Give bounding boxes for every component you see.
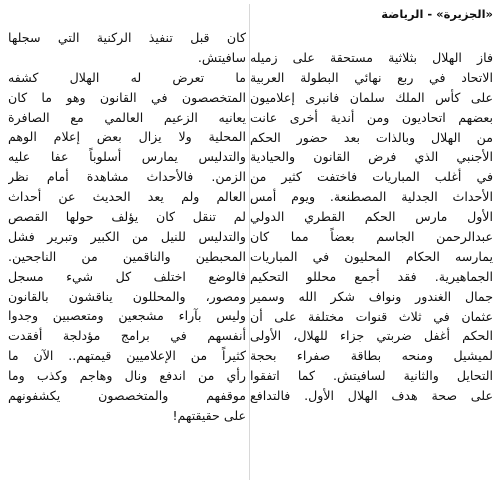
text-line: المحبطين والناقمين من الناجحين. (8, 248, 246, 264)
text-line: ومصور، والمحللون يناقشون بالقانون (8, 288, 246, 304)
text-line: على كأس الملك سلمان فانبرى إعلاميون (250, 89, 493, 105)
text-line: الاتحاد في ربع نهائي البطولة العربية (250, 69, 493, 85)
text-line: كان قبل تنفيذ الركنية التي سجلها (8, 30, 246, 45)
text-line: والتدليس يمارس أسلوباً عفا عليه (8, 149, 246, 165)
right-column-body (250, 48, 493, 406)
text-line: ما تعرض له الهلال كشفه (8, 69, 246, 85)
column-divider (249, 4, 250, 480)
text-line: والتدليس للنيل من الكبير وتبرير فشل (8, 228, 246, 244)
text-line: فالوضع اختلف كل شيء مسجل (8, 268, 246, 284)
text-line: على حقيقتهم! (172, 407, 246, 423)
text-line: الزمن. فالأحداث مشاهدة أمام نظر (8, 169, 246, 185)
text-line: المحلية ولا يزال بعض إعلام الوهم (8, 129, 246, 145)
text-line: الأجنبي الذي فرض القانون والحيادية (250, 149, 493, 165)
text-line: التحايل والثانية لسافيتش. كما اتفقوا (250, 368, 493, 384)
text-line: الجماهيرية. فقد أجمع محللو التحكيم (250, 268, 493, 284)
text-line: جمال الغندور ونواف شكر الله وسمير (250, 288, 493, 304)
text-line: فاز الهلال بثلاثية مستحقة على زميله (250, 50, 493, 65)
text-line: لميشيل ومنحه بطاقة صفراء بحجة (250, 348, 493, 364)
text-line: من الهلال وبالذات بعد حضور الحكم (250, 129, 493, 145)
text-line: الحكم أغفل ضربتي جزاء للهلال، الأولى (250, 328, 493, 344)
text-line: كثيراً من الإعلاميين قيمتهم.. الآن ما (8, 348, 246, 364)
text-line: أنفسهم في برامج مؤدلجة أفقدت (8, 328, 246, 344)
text-line: العالم ولم يعد الحديث عن أحداث (8, 189, 246, 205)
article-column-left (8, 0, 246, 426)
text-line: لم تنقل كان يؤلف حولها القصص (8, 209, 246, 225)
text-line: الأول مارس الحكم القطري الدولي (250, 209, 493, 225)
dateline-row (250, 0, 493, 26)
text-line: يمارسه الحكام المحليون في المباريات (250, 248, 493, 264)
text-line: عبدالرحمن الجاسم بعضاً مما كان (250, 229, 493, 245)
text-line: الأحداث الجدلية المصطنعة. ويوم أمس (250, 189, 493, 205)
text-line: موقفهم والمتخصصون يكشفونهم (8, 388, 246, 404)
text-line: سافيتش. (197, 49, 246, 65)
text-line: عثمان في ثلاث قنوات مختلفة على أن (250, 308, 493, 324)
text-line: رأي من اندفع ونال وهاجم وكذب وما (8, 368, 246, 384)
text-line: وليس بآراء مشجعين ومتعصبين وجدوا (8, 308, 246, 324)
text-line: بعضهم اتحاديون ومن أندية أخرى عانت (250, 109, 493, 125)
article-column-right (250, 0, 493, 406)
text-line: في أغلب المباريات فاختفت كثير من (250, 169, 493, 185)
text-line: يعانيه الزعيم العالمي مع الصافرة (8, 109, 246, 125)
text-line: على صحة هدف الهلال الأول. فالتدافع (250, 388, 493, 404)
text-line: المتخصصون في القانون وهو ما كان (8, 89, 246, 105)
dateline: «الجزيرة» - الرياضة (381, 7, 493, 21)
